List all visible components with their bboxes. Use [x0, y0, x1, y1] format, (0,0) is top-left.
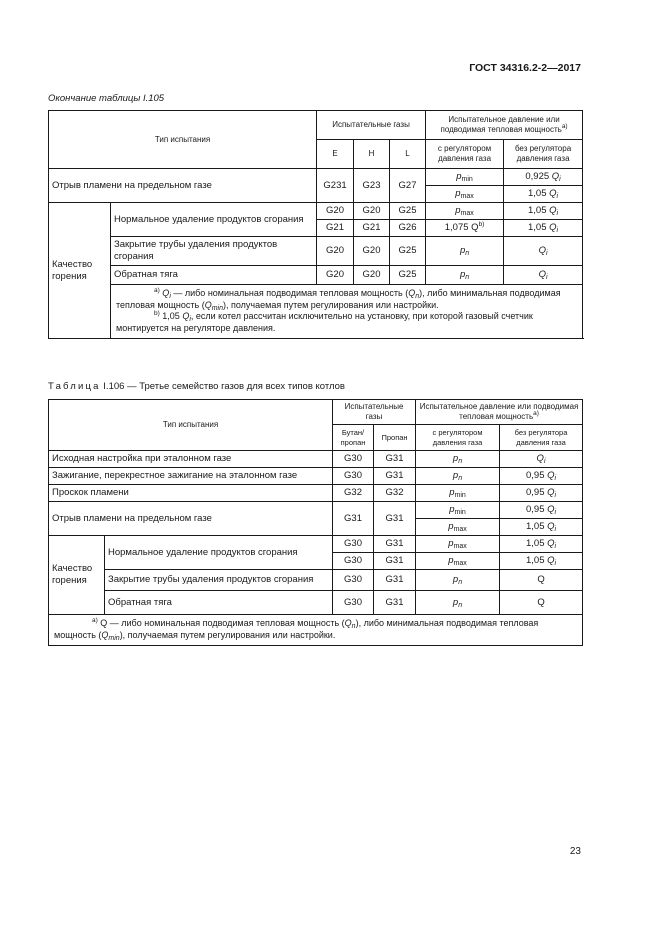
cell-gas: G31	[374, 591, 416, 615]
header-test-type: Тип испытания	[49, 111, 317, 169]
cell-gas: G20	[317, 237, 354, 266]
cell-power: 1,05 $Q_i$	[504, 220, 583, 237]
table-row	[49, 203, 583, 220]
cell-gas: G30	[333, 451, 374, 468]
group-label: Качество горения	[49, 536, 105, 615]
cell-pressure: $p_{max}$	[426, 203, 504, 220]
cell-gas: G21	[317, 220, 354, 237]
cell-pressure: $p_{max}$	[416, 553, 500, 570]
cell-power: Q	[500, 570, 583, 591]
table-footnotes	[49, 615, 583, 646]
cell-gas: G25	[390, 203, 426, 220]
cell-power: 1,05 $Q_i$	[500, 553, 583, 570]
cell-pressure: $p_n$	[416, 451, 500, 468]
table-row	[49, 570, 583, 591]
cell-pressure: $p_n$	[416, 570, 500, 591]
cell-gas: G30	[333, 536, 374, 553]
row-label: Нормальное удаление продуктов сгорания	[111, 203, 317, 237]
row-label: Закрытие трубы удаления продуктов сгорания	[105, 570, 333, 591]
table-notes	[49, 285, 583, 339]
header-pressure	[426, 111, 583, 140]
cell-pressure: $p_{max}$	[416, 519, 500, 536]
cell-pressure: $p_n$	[426, 237, 504, 266]
row-label: Зажигание, перекрестное зажигание на эталонном газе	[49, 468, 333, 485]
cell-gas: G31	[374, 536, 416, 553]
row-label: Отрыв пламени на предельном газе	[49, 169, 317, 203]
page-number: 23	[569, 846, 581, 857]
cell-power: 0,95 $Q_i$	[500, 468, 583, 485]
footnote-b: $^{b)}$ 1,05 $Q_i$, если котел рассчитан исключительно на установку, при которой газовый счетчик монтируется на регуляторе давления.	[116, 310, 533, 333]
table-row	[49, 468, 583, 485]
group-label: Качество горения	[49, 203, 111, 339]
row-label: Обратная тяга	[105, 591, 333, 615]
header-gas-l: L	[390, 140, 426, 169]
table-row	[49, 451, 583, 468]
row-label: Проскок пламени	[49, 485, 333, 502]
cell-gas: G31	[374, 553, 416, 570]
table-notes	[49, 615, 583, 646]
table-i106	[48, 399, 583, 646]
table-row	[49, 502, 583, 519]
cell-gas: G231	[317, 169, 354, 203]
header-test-gases: Испытательные газы	[317, 111, 426, 140]
row-label: Обратная тяга	[111, 266, 317, 285]
cell-pressure: $p_{max}$	[426, 186, 504, 203]
header-with-regulator: с регулятором давления газа	[426, 140, 504, 169]
table-row	[49, 591, 583, 615]
header-pressure-text: Испытательное давление или подводимая тепловая мощность	[419, 402, 579, 421]
cell-gas: G21	[354, 220, 390, 237]
table-row	[49, 237, 583, 266]
cell-pressure: $p_n$	[416, 468, 500, 485]
table-caption-continuation: Окончание таблицы I.105	[48, 93, 165, 104]
cell-gas: G25	[390, 266, 426, 285]
cell-power: $Q_i$	[504, 237, 583, 266]
cell-gas: G31	[374, 502, 416, 536]
cell-pressure: 1,075 $Q^{b)}$	[426, 220, 504, 237]
row-label: Закрытие трубы удаления продуктов сгорания	[111, 237, 317, 266]
cell-gas: G20	[354, 237, 390, 266]
caption-text: I.106 — Третье семейство газов для всех типов котлов	[103, 381, 345, 392]
footnote-a: $^{a)}$ Q — либо номинальная подводимая тепловая мощность $(Q_n)$, либо минимальная подводимая тепловая мощность $(Q_{min})$, получаемая путем регулирования или настройки.	[54, 617, 539, 642]
header-without-regulator: без регулятора давления газа	[500, 425, 583, 451]
header-without-regulator: без регулятора давления газа	[504, 140, 583, 169]
cell-gas: G31	[374, 570, 416, 591]
cell-power: 0,95 $Q_i$	[500, 485, 583, 502]
cell-gas: G32	[333, 485, 374, 502]
cell-pressure: $p_n$	[426, 266, 504, 285]
table-i105-end	[48, 110, 583, 339]
row-label: Отрыв пламени на предельном газе	[49, 502, 333, 536]
cell-power: 1,05 $Q_i$	[500, 536, 583, 553]
table-row	[49, 536, 583, 553]
cell-pressure: $p_{min}$	[416, 485, 500, 502]
cell-pressure: $p_{min}$	[416, 502, 500, 519]
header-pressure-text: Испытательное давление или подводимая тепловая мощность	[440, 115, 562, 134]
cell-power: $Q_i$	[500, 451, 583, 468]
cell-gas: G30	[333, 553, 374, 570]
table-caption	[48, 381, 345, 392]
header-pressure	[416, 400, 583, 425]
cell-gas: G27	[390, 169, 426, 203]
cell-power: 1,05 $Q_i$	[504, 186, 583, 203]
cell-gas: G25	[390, 237, 426, 266]
cell-power: Q	[500, 591, 583, 615]
cell-pressure: $p_n$	[416, 591, 500, 615]
table-row	[49, 485, 583, 502]
cell-pressure: $p_{min}$	[426, 169, 504, 186]
standard-number: ГОСТ 34316.2-2—2017	[469, 62, 581, 74]
cell-gas: G30	[333, 570, 374, 591]
cell-pressure: $p_{max}$	[416, 536, 500, 553]
table-footnotes	[111, 285, 583, 339]
table-row	[49, 169, 583, 186]
cell-gas: G31	[374, 468, 416, 485]
cell-gas: G20	[317, 266, 354, 285]
cell-power: 0,925 $Q_i$	[504, 169, 583, 186]
cell-gas: G26	[390, 220, 426, 237]
header-gas-propane: Пропан	[374, 425, 416, 451]
header-test-type: Тип испытания	[49, 400, 333, 451]
row-label: Нормальное удаление продуктов сгорания	[105, 536, 333, 570]
cell-gas: G23	[354, 169, 390, 203]
cell-power: 0,95 $Q_i$	[500, 502, 583, 519]
cell-gas: G32	[374, 485, 416, 502]
cell-gas: G31	[333, 502, 374, 536]
cell-power: 1,05 $Q_i$	[500, 519, 583, 536]
row-label: Исходная настройка при эталонном газе	[49, 451, 333, 468]
cell-gas: G20	[317, 203, 354, 220]
table-row	[49, 266, 583, 285]
cell-gas: G30	[333, 468, 374, 485]
footnote-ref: а)	[533, 410, 539, 417]
footnote-ref: а)	[561, 123, 568, 130]
header-gas-e: E	[317, 140, 354, 169]
header-test-gases: Испытательные газы	[333, 400, 416, 425]
caption-prefix: Таблица	[48, 381, 101, 392]
header-gas-h: H	[354, 140, 390, 169]
footnote-a: $^{a)}$ $Q_i$ — либо номинальная подводимая тепловая мощность $(Q_n)$, либо минимальная подводимая тепловая мощность $(Q_{min})$, получаемая путем регулирования или настройки.	[116, 287, 561, 312]
cell-power: $Q_i$	[504, 266, 583, 285]
cell-power: 1,05 $Q_i$	[504, 203, 583, 220]
cell-gas: G31	[374, 451, 416, 468]
cell-gas: G20	[354, 266, 390, 285]
header-gas-butane-propane: Бутан/ пропан	[333, 425, 374, 451]
cell-gas: G20	[354, 203, 390, 220]
cell-gas: G30	[333, 591, 374, 615]
header-with-regulator: с регулятором давления газа	[416, 425, 500, 451]
